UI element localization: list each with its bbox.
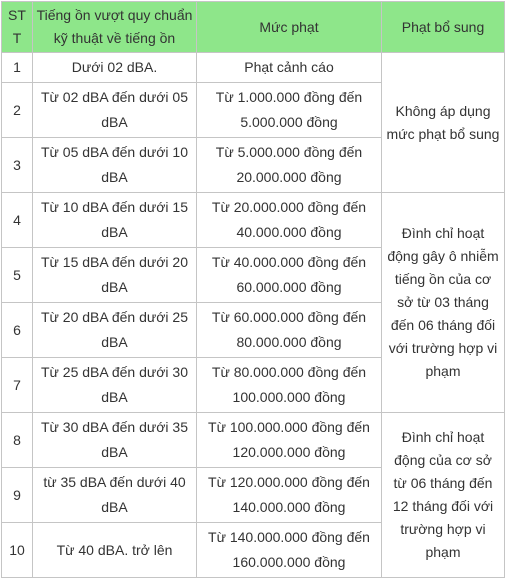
- row-fine: Từ 120.000.000 đồng đến 140.000.000 đồng: [197, 468, 382, 523]
- table-row: [2, 53, 505, 83]
- row-noise-level: Từ 20 dBA đến dưới 25 dBA: [33, 303, 197, 358]
- row-fine: Phạt cảnh cáo: [197, 53, 382, 83]
- row-noise-level: Từ 15 dBA đến dưới 20 dBA: [33, 248, 197, 303]
- header-fine: Mức phạt: [197, 2, 382, 53]
- row-fine: Từ 100.000.000 đồng đến 120.000.000 đồng: [197, 413, 382, 468]
- header-stt: STT: [2, 2, 33, 53]
- row-stt: 8: [2, 413, 33, 468]
- additional-penalty-group-1: Không áp dụng mức phạt bổ sung: [382, 53, 505, 193]
- table-row: [2, 193, 505, 248]
- additional-penalty-group-2: Đình chỉ hoạt động gây ô nhiễm tiếng ồn của cơ sở từ 03 tháng đến 06 tháng đối với trường hợp vi phạm: [382, 193, 505, 413]
- row-stt: 7: [2, 358, 33, 413]
- row-fine: Từ 40.000.000 đồng đến 60.000.000 đồng: [197, 248, 382, 303]
- row-noise-level: từ 35 dBA đến dưới 40 dBA: [33, 468, 197, 523]
- noise-penalty-table: [1, 1, 505, 578]
- table-row: [2, 413, 505, 468]
- row-stt: 5: [2, 248, 33, 303]
- row-fine: Từ 20.000.000 đồng đến 40.000.000 đồng: [197, 193, 382, 248]
- row-noise-level: Từ 40 dBA. trở lên: [33, 523, 197, 578]
- row-noise-level: Từ 30 dBA đến dưới 35 dBA: [33, 413, 197, 468]
- row-stt: 9: [2, 468, 33, 523]
- row-fine: Từ 5.000.000 đồng đến 20.000.000 đồng: [197, 138, 382, 193]
- row-fine: Từ 80.000.000 đồng đến 100.000.000 đồng: [197, 358, 382, 413]
- row-stt: 10: [2, 523, 33, 578]
- row-stt: 1: [2, 53, 33, 83]
- row-noise-level: Dưới 02 dBA.: [33, 53, 197, 83]
- table-header-row: [2, 2, 505, 53]
- row-fine: Từ 140.000.000 đồng đến 160.000.000 đồng: [197, 523, 382, 578]
- row-stt: 2: [2, 83, 33, 138]
- row-fine: Từ 1.000.000 đồng đến 5.000.000 đồng: [197, 83, 382, 138]
- additional-penalty-group-3: Đình chỉ hoạt động của cơ sở từ 06 tháng đến 12 tháng đối với trường hợp vi phạm: [382, 413, 505, 578]
- row-noise-level: Từ 25 dBA đến dưới 30 dBA: [33, 358, 197, 413]
- row-stt: 6: [2, 303, 33, 358]
- header-additional-penalty: Phạt bổ sung: [382, 2, 505, 53]
- row-noise-level: Từ 02 dBA đến dưới 05 dBA: [33, 83, 197, 138]
- row-noise-level: Từ 10 dBA đến dưới 15 dBA: [33, 193, 197, 248]
- row-fine: Từ 60.000.000 đồng đến 80.000.000 đồng: [197, 303, 382, 358]
- row-stt: 3: [2, 138, 33, 193]
- header-noise-level: Tiếng ồn vượt quy chuẩn kỹ thuật về tiếng ồn: [33, 2, 197, 53]
- row-noise-level: Từ 05 dBA đến dưới 10 dBA: [33, 138, 197, 193]
- row-stt: 4: [2, 193, 33, 248]
